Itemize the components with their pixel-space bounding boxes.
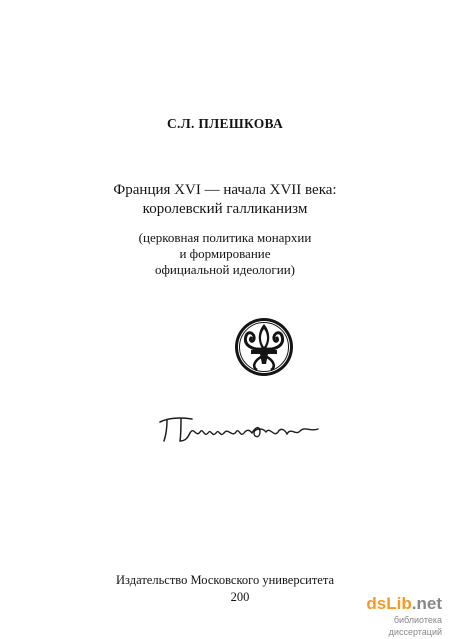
- watermark-tagline: библиотека диссертаций: [388, 615, 442, 637]
- book-title-line: королевский галликанизм: [142, 201, 308, 217]
- author-name: С.Л. ПЛЕШКОВА: [166, 116, 284, 131]
- watermark-logo-suffix: .net: [411, 594, 442, 613]
- watermark-logo-main: dsLib: [366, 594, 412, 613]
- watermark-logo: [346, 594, 442, 614]
- book-subtitle-line: официальной идеологии): [155, 262, 295, 277]
- book-subtitle-line: и формирование: [179, 246, 271, 261]
- publication-year: 200: [230, 590, 250, 604]
- site-watermark[interactable]: [346, 594, 442, 637]
- book-title-line: Франция XVI — начала XVII века:: [113, 182, 337, 198]
- book-title: [0, 181, 450, 219]
- fleur-de-lis-emblem-icon: [234, 317, 294, 377]
- book-subtitle-line: (церковная политика монархии: [138, 230, 312, 245]
- book-subtitle: [0, 230, 450, 278]
- publisher-name: Издательство Московского университета: [116, 573, 334, 587]
- handwritten-signature-icon: [150, 408, 325, 448]
